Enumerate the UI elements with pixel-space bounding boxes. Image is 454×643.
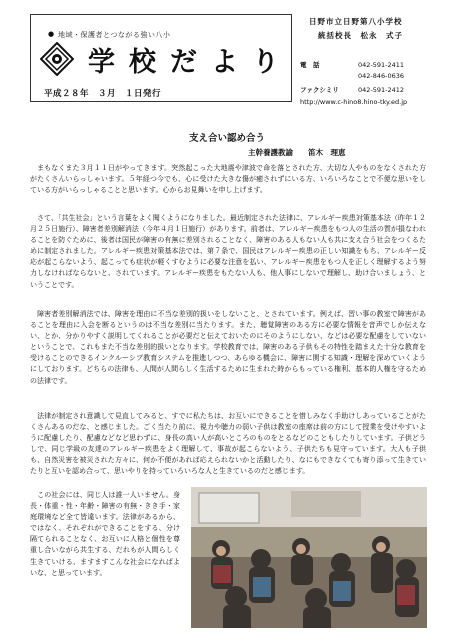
issue-date: 平成２８年 ３月 １日発行	[44, 89, 162, 99]
article-author: 主幹養護教諭 笛木 理恵	[248, 148, 346, 157]
contact-label: ファクシミリ	[300, 86, 339, 94]
article-paragraph: さて、「共生社会」という言葉をよく聞くようになりました。最近制定された法律に、アレルギー疾患対策基本法（昨年１２月２５日施行）、障害者差別解消法（今年４月１日施行）があります。前者は、アレルギー疾患をもつ人の生活の質が損なわれることを防ぐために、後者は国民が障害の有無に差別されることなく、障害のある人もない人も共に支え合う社会をつくるために制定されました。アレルギー疾患対策基本法では、第７条で、国民はアレルギー疾患の正しい知識をもち、アレルギー反応が起こらないよう、起こっても症状が軽くすむように必要な注意を払い、アレルギー疾患をもつ人を正しく理解するよう努力しなければならないと、されています。アレルギー疾患をもたない人も、他人事にしないで理解し、助け合いましょう、ということです。	[30, 214, 426, 289]
article-paragraph: この社会には、同じ人は誰一人いません。身長・体重・性・年齢・障害の有無・きき手・家庭環境など全て皆違います。法律があるから、ではなく、それぞれができることをする、分け隔てられることなく、お互いに人格と個性を尊重し合いながら共生する、だれもが人間らしく生きていける、ますますこんな社会になればよいな、と思っています。	[30, 491, 180, 577]
contact-fax	[300, 85, 404, 94]
article-title: 支え合い認め合う	[188, 133, 265, 144]
contact-phone-2	[300, 72, 404, 80]
article-paragraph: 法律が制定され意識して見直してみると、すでに私たちは、お互いにできることを惜しみなく手助けしあっていることがたくさんあるのだな、と感じました。ごく当たり前に、視力や聴力の弱い子供は教室の座席は前の方にして授業を受けやすいように配慮したり、配慮などなど思わずに、身長の高い人が高いところのものをとるなどのこともしたりしています。子供どうしで、同じ学級の友達のアレルギー疾患をよく理解して、事故が起こらないよう、子供たちも見守っています。大人も子供も、自然災害を被災された方々に、何か不便があれば応えられないかと活動したり、なにもできなくても寄り添って生きていたりと互いを認め合って、思いやりを持っていろいろな人と生きているのだと感じます。	[30, 412, 426, 476]
article-paragraph: まもなくまた３月１１日がやってきます。突然起こった大地震や津波で命を落とされた方、大切な人やものをなくされた方がたくさんいらっしゃいます。５年経つ今でも、心に受けた大きな傷が癒されずにいる方、いろいろなことで不便な思いをしている方がいらっしゃることと思います。心からお見舞いを申し上げます。	[30, 164, 426, 195]
contact-value: 042-846-0636	[358, 72, 405, 80]
contact-phone-1	[300, 60, 404, 69]
tagline: 地域・保護者とつながる強い八小	[58, 31, 171, 39]
school-emblem-icon	[40, 42, 74, 76]
classroom-photo	[191, 487, 427, 628]
article-paragraph: 障害者差別解消法では、障害を理由に不当な差別的扱いをしないこと、とされています。例えば、習い事の教室で障害があることを理由に入会を断るというのは不当な差別に当たります。また、聴覚障害のある方に必要な情報を音声でしか伝えない、とか、分かりやすく説明してくれることが必要だと伝えておいたのにそのようにしない、などは必要な配慮をしていないということで、これもまた不当な差別的扱いとなります。学校教育では、障害のある子供もその特性を踏まえた十分な教育を受けることのできるインクルーシブ教育システムを推進しつつ、あらゆる機会に、障害に関する知識・理解を深めていくようにしております。どちらの法律も、人間が人間らしく生活するために生まれた時からもっている権利、基本的人権を守るための法律です。	[30, 310, 426, 385]
contact-value: 042-591-2412	[358, 86, 405, 94]
tagline-bullet: ●	[48, 30, 55, 38]
newsletter-title: 学校だより	[88, 47, 293, 78]
school-name: 日野市立日野第八小学校	[309, 17, 403, 26]
contact-label: 電 話	[300, 61, 320, 69]
school-url[interactable]: http://www.c-hino8.hino-tky.ed.jp	[300, 98, 408, 106]
principal-name: 統括校長 松永 式子	[318, 31, 403, 40]
contact-value: 042-591-2411	[358, 61, 405, 69]
